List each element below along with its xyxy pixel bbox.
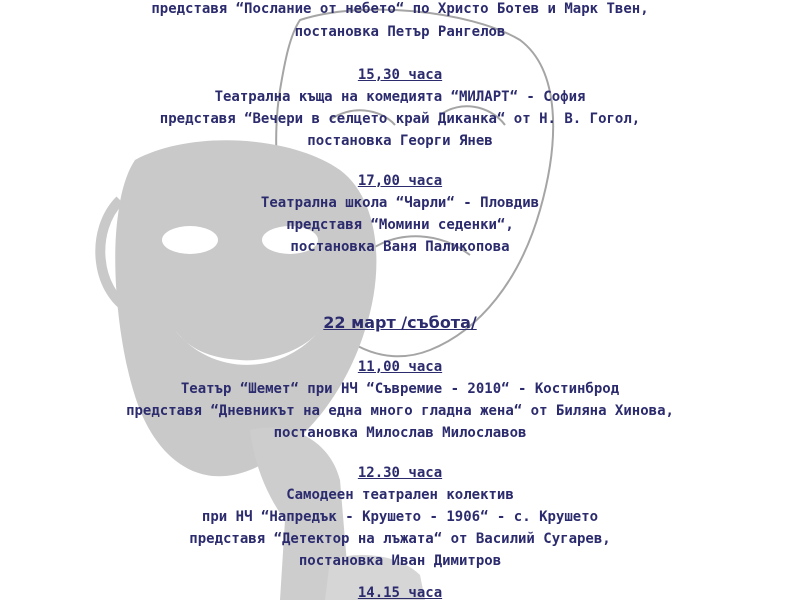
block2-line1: Театрална школа “Чарли“ - Пловдив [260, 195, 540, 211]
block2-line2: представя “Момини седенки“, [286, 217, 514, 233]
day-heading: 22 март /събота/ [323, 313, 477, 332]
block4-line2: при НЧ “Напредък - Крушето - 1906“ - с. Крушето [201, 509, 599, 525]
block3-line1: Театър “Шемет“ при НЧ “Съвремие - 2010“ - Костинброд [180, 381, 620, 397]
block1-line2: представя “Вечери в селцето край Диканка“ от Н. В. Гогол, [159, 111, 641, 127]
block4-time: 12.30 часа [357, 465, 443, 481]
block3-line3: постановка Милослав Милославов [273, 425, 527, 441]
block0-line2: постановка Петър Рангелов [294, 24, 506, 40]
block3-line2: представя “Дневникът на една много гладна жена“ от Биляна Хинова, [126, 403, 674, 419]
block2-time: 17,00 часа [357, 173, 443, 189]
block5-time: 14.15 часа [357, 585, 443, 600]
block0-line1: представя “Послание от небето“ по Христо Ботев и Марк Твен, [151, 1, 649, 17]
block4-line1: Самодеен театрален колектив [286, 487, 514, 503]
block4-line3: представя “Детектор на лъжата“ от Василий Сугарев, [189, 531, 611, 547]
block1-line3: постановка Георги Янев [307, 133, 493, 149]
block3-time: 11,00 часа [357, 359, 443, 375]
block1-line1: Театрална къща на комедията “МИЛАРТ“ - София [214, 89, 586, 105]
block2-line3: постановка Ваня Паликопова [290, 239, 510, 255]
block4-line4: постановка Иван Димитров [298, 553, 502, 569]
block1-time: 15,30 часа [357, 67, 443, 83]
